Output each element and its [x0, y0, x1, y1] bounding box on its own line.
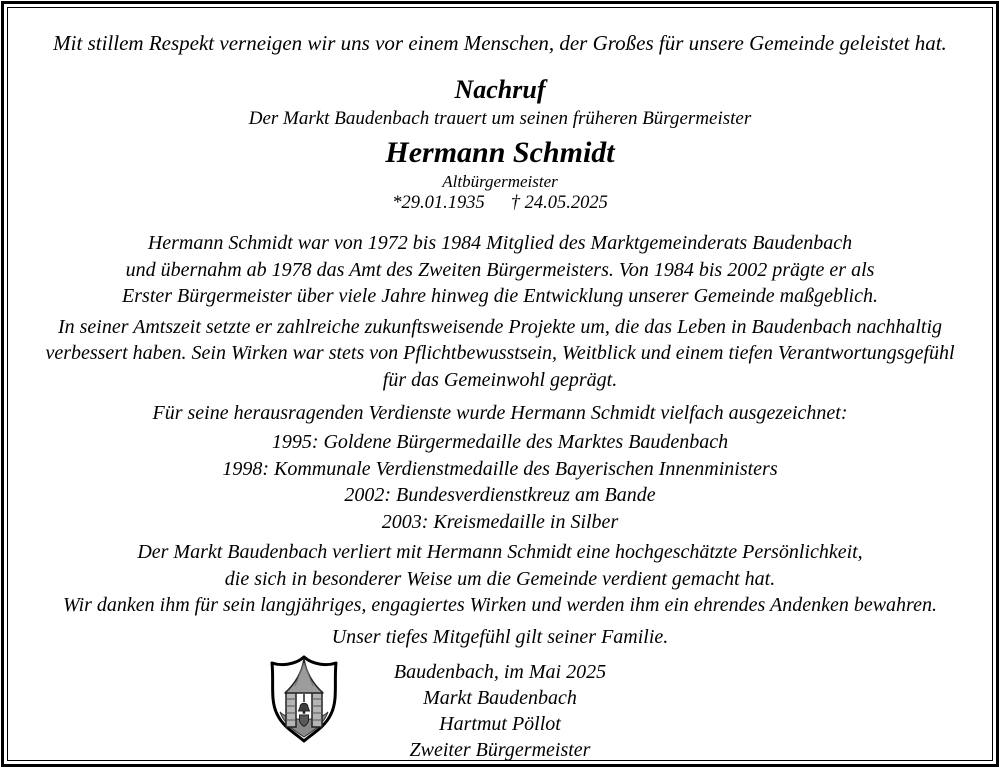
deceased-name: Hermann Schmidt: [385, 136, 615, 169]
paragraph-line: verbessert haben. Sein Wirken war stets von Pflichtbewusstsein, Weitblick und einem tiefen Verantwortungsgefühl: [45, 342, 955, 364]
baudenbach-coat-of-arms-icon: [265, 653, 343, 745]
signature-organization: Markt Baudenbach: [423, 686, 577, 709]
birth-date: *29.01.1935: [392, 193, 485, 213]
signature-place-date: Baudenbach, im Mai 2025: [393, 660, 607, 683]
deceased-role: Altbürgermeister: [442, 172, 558, 191]
intro-line: Mit stillem Respekt verneigen wir uns vor einem Menschen, der Großes für unsere Gemeinde geleistet hat.: [53, 31, 947, 55]
honors-intro-line: Für seine herausragenden Verdienste wurde Hermann Schmidt vielfach ausgezeichnet:: [152, 402, 848, 424]
paragraph-line: Hermann Schmidt war von 1972 bis 1984 Mitglied des Marktgemeinderats Baudenbach: [147, 232, 853, 254]
honor-item: 2003: Kreismedaille in Silber: [381, 510, 619, 533]
honor-item: 2002: Bundesverdienstkreuz am Bande: [344, 484, 656, 506]
paragraph-line: Erster Bürgermeister über viele Jahre hinweg die Entwicklung unserer Gemeinde maßgeblich.: [122, 285, 878, 307]
paragraph-line: In seiner Amtszeit setzte er zahlreiche zukunftsweisende Projekte um, die das Leben in Baudenbach nachhaltig: [57, 315, 943, 338]
notice-subtitle: Der Markt Baudenbach trauert um seinen früheren Bürgermeister: [248, 108, 752, 129]
death-date: † 24.05.2025: [510, 193, 608, 213]
paragraph-line: Der Markt Baudenbach verliert mit Hermann Schmidt eine hochgeschätzte Persönlichkeit,: [137, 541, 863, 563]
tribute-paragraph: [0, 539, 1000, 619]
condolence-line: Unser tiefes Mitgefühl gilt seiner Familie.: [331, 625, 669, 648]
paragraph-line: die sich in besonderer Weise um die Gemeinde verdient gemacht hat.: [224, 567, 776, 590]
career-paragraph: [0, 230, 1000, 310]
signature-signer: Hartmut Pöllot: [439, 712, 561, 735]
honors-list: [0, 429, 1000, 535]
legacy-paragraph: [0, 314, 1000, 394]
paragraph-line: für das Gemeinwohl geprägt.: [382, 368, 618, 391]
honor-item: 1998: Kommunale Verdienstmedaille des Bayerischen Innenministers: [222, 457, 778, 480]
life-dates: [0, 193, 1000, 213]
signature-block: [0, 659, 1000, 763]
signature-signer-role: Zweiter Bürgermeister: [409, 738, 591, 761]
paragraph-line: und übernahm ab 1978 das Amt des Zweiten Bürgermeisters. Von 1984 bis 2002 prägte er als: [125, 258, 875, 281]
notice-title: Nachruf: [454, 75, 546, 104]
honor-item: 1995: Goldene Bürgermedaille des Marktes Baudenbach: [271, 431, 729, 453]
paragraph-line: Wir danken ihm für sein langjähriges, engagiertes Wirken und werden ihm ein ehrendes Andenken bewahren.: [63, 594, 937, 616]
